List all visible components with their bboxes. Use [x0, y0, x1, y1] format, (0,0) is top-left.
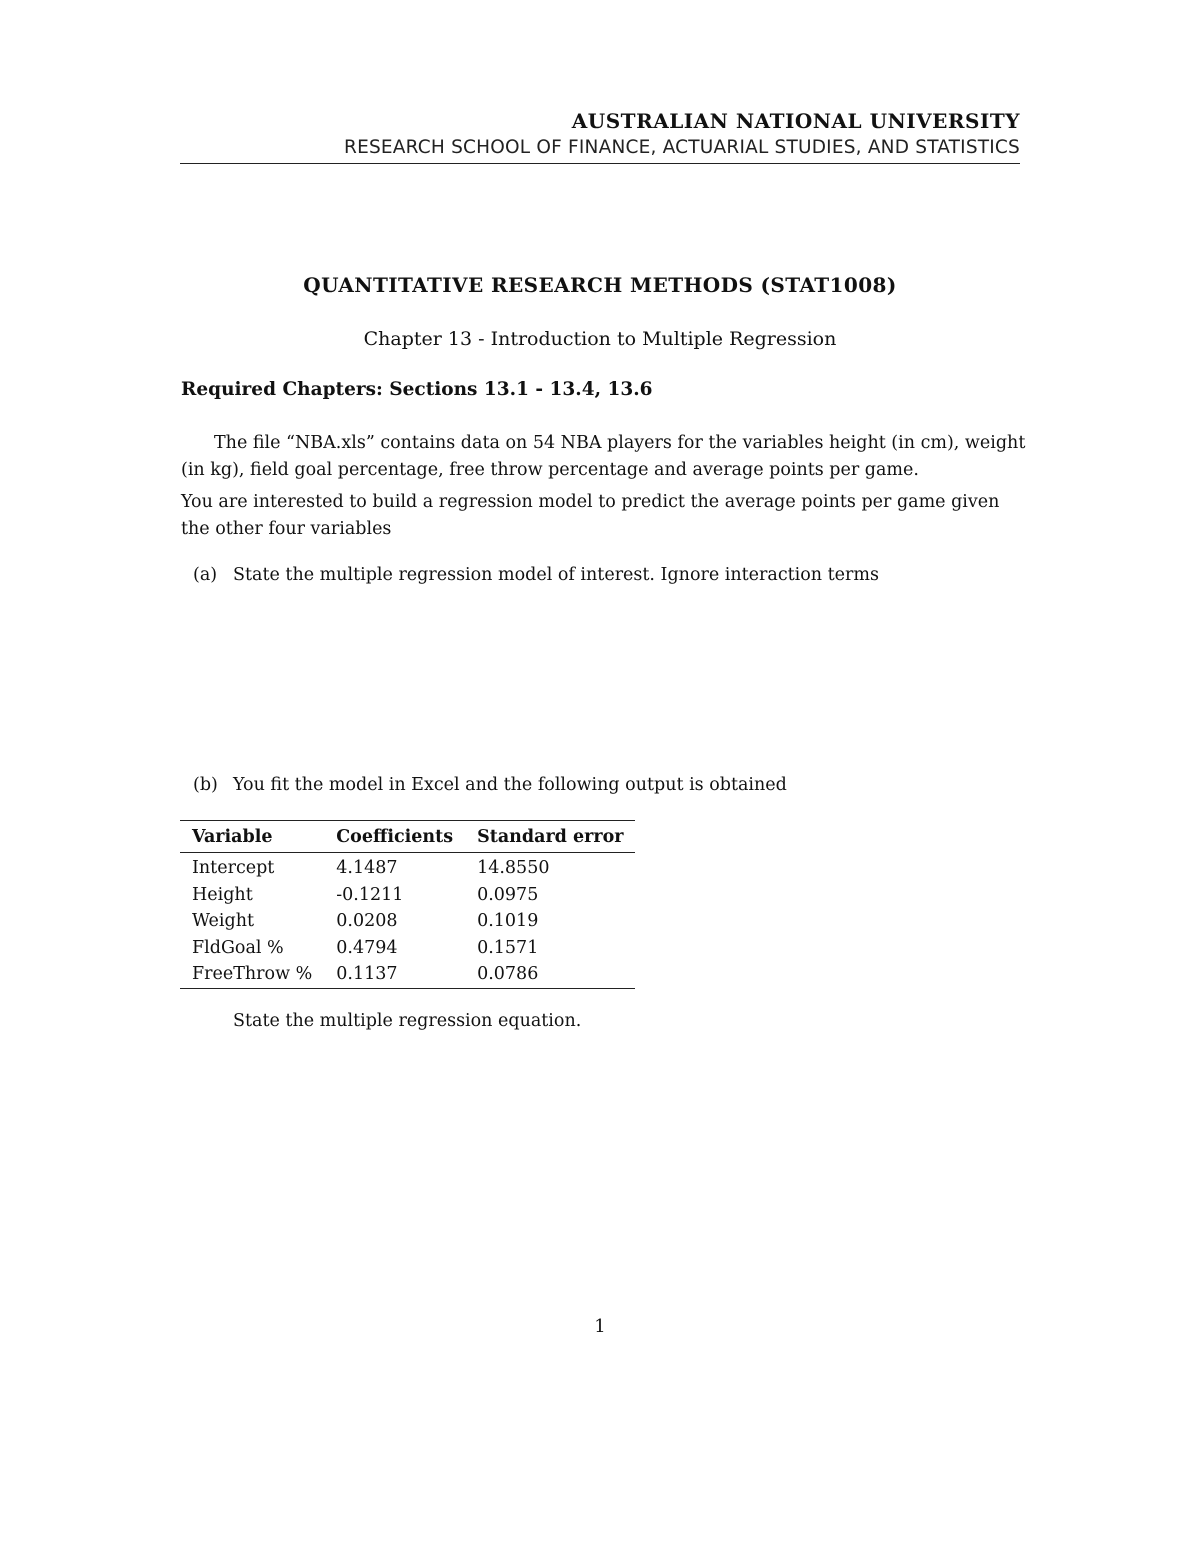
- question-a: [193, 565, 879, 585]
- intro-paragraph-1: The file “NBA.xls” contains data on 54 NBA players for the variables height (in cm), weight (in kg), field goal percentage, free throw percentage and average points per game.: [181, 433, 1026, 480]
- page-number: 1: [594, 1316, 606, 1337]
- question-a-label: (a): [193, 565, 218, 585]
- table-row: [180, 853, 635, 882]
- question-b-label: (b): [193, 775, 218, 795]
- header-standard-error: Standard error: [465, 821, 635, 853]
- university-name: AUSTRALIAN NATIONAL UNIVERSITY: [571, 109, 1020, 133]
- cell-standard-error: 0.1019: [477, 911, 539, 932]
- intro-text: [181, 430, 1026, 548]
- cell-coefficient: 0.0208: [336, 911, 398, 932]
- question-b-text: You fit the model in Excel and the following output is obtained: [233, 775, 787, 795]
- cell-variable: Intercept: [192, 858, 275, 879]
- regression-output-table: [180, 820, 635, 989]
- cell-coefficient: 4.1487: [336, 858, 398, 879]
- cell-standard-error: 0.0975: [477, 884, 539, 905]
- cell-variable: Weight: [192, 911, 255, 932]
- header-variable: Variable: [180, 821, 324, 853]
- table-row: [180, 935, 635, 962]
- table-header-row: [180, 821, 635, 853]
- table-row: [180, 961, 635, 988]
- cell-coefficient: -0.1211: [336, 884, 404, 905]
- cell-variable: FldGoal %: [192, 937, 284, 958]
- question-b: [193, 775, 787, 795]
- cell-variable: Height: [192, 884, 253, 905]
- table-row: [180, 908, 635, 935]
- required-chapters: Required Chapters: Sections 13.1 - 13.4, 13.6: [181, 379, 653, 400]
- header-coefficients: Coefficients: [324, 821, 465, 853]
- state-equation-prompt: State the multiple regression equation.: [233, 1011, 582, 1031]
- school-name: RESEARCH SCHOOL OF FINANCE, ACTUARIAL STUDIES, AND STATISTICS: [344, 137, 1020, 158]
- course-title: QUANTITATIVE RESEARCH METHODS (STAT1008): [303, 273, 897, 297]
- cell-variable: FreeThrow %: [192, 964, 313, 985]
- cell-coefficient: 0.1137: [336, 964, 398, 985]
- table-row: [180, 882, 635, 909]
- cell-coefficient: 0.4794: [336, 937, 398, 958]
- chapter-title: Chapter 13 - Introduction to Multiple Regression: [363, 328, 837, 350]
- question-a-text: State the multiple regression model of interest. Ignore interaction terms: [233, 565, 879, 585]
- page-header: [180, 108, 1020, 164]
- cell-standard-error: 0.1571: [477, 937, 539, 958]
- intro-paragraph-2: You are interested to build a regression model to predict the average points per game given the other four variables: [181, 492, 1000, 539]
- cell-standard-error: 0.0786: [477, 964, 539, 985]
- cell-standard-error: 14.8550: [477, 858, 550, 879]
